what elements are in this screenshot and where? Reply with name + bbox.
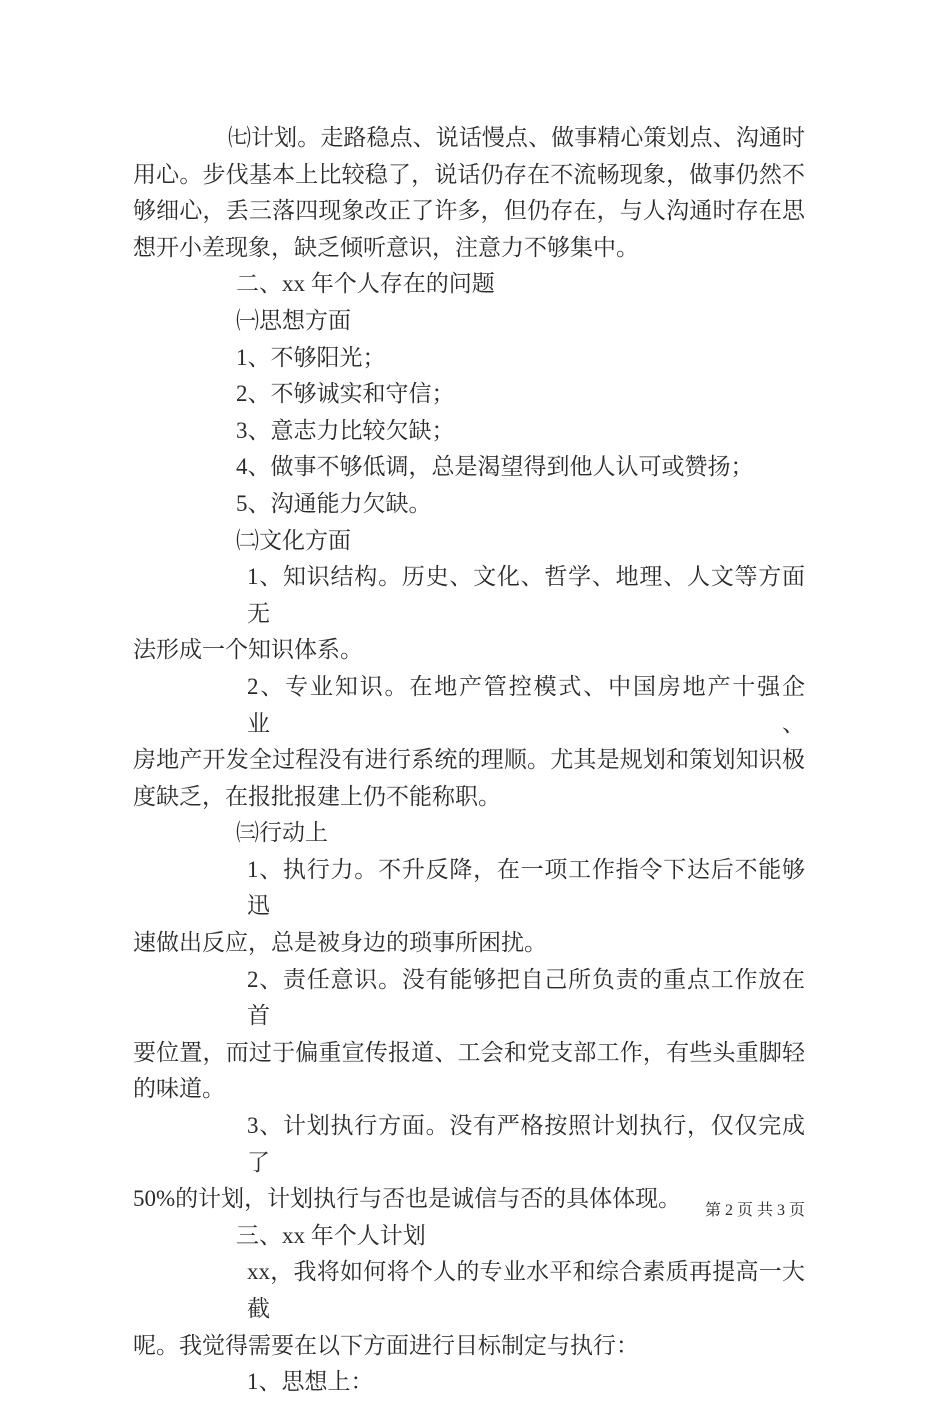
text-line: 3、意志力比较欠缺；: [236, 417, 455, 443]
text-line: 4、做事不够低调，总是渴望得到他人认可或赞扬；: [236, 454, 754, 480]
text-line: 速做出反应，总是被身边的琐事所困扰。: [133, 930, 547, 956]
text-line: ㈦计划。走路稳点、说话慢点、做事精心策划点、沟通时: [228, 125, 805, 150]
text-line: ㈢行动上: [236, 820, 328, 846]
text-line: 三、xx 年个人计划: [236, 1222, 426, 1248]
text-line: ㈠思想方面: [236, 307, 351, 333]
text-line: 够细心，丢三落四现象改正了许多，但仍存在，与人沟通时存在思: [133, 198, 805, 224]
text-line: ㈡文化方面: [236, 527, 351, 553]
text-line: 2、责任意识。没有能够把自己所负责的重点工作放在首: [247, 966, 805, 1029]
text-line: 房地产开发全过程没有进行系统的理顺。尤其是规划和策划知识极: [133, 747, 805, 773]
text-line: 2、不够诚实和守信；: [236, 381, 455, 407]
text-line: 1、知识结构。历史、文化、哲学、地理、人文等方面无: [247, 564, 805, 626]
text-line: 法形成一个知识体系。: [133, 637, 363, 663]
text-line: 1、不够阳光；: [236, 344, 386, 370]
text-line: 二、xx 年个人存在的问题: [236, 271, 495, 297]
text-line: 5、沟通能力欠缺。: [236, 490, 432, 516]
text-line: 50%的计划，计划执行与否也是诚信与否的具体体现。: [133, 1186, 682, 1212]
text-line: 的味道。: [133, 1076, 225, 1102]
text-line: 3、计划执行方面。没有严格按照计划执行，仅仅完成了: [247, 1113, 805, 1175]
text-line: 2、专业知识。在地产管控模式、中国房地产十强企业、: [247, 673, 805, 736]
text-line: 呢。我觉得需要在以下方面进行目标制定与执行：: [133, 1332, 639, 1358]
text-line: 要位置，而过于偏重宣传报道、工会和党支部工作，有些头重脚轻: [133, 1039, 805, 1065]
page-number-label: 第 2 页 共 3 页: [704, 1202, 805, 1219]
text-line: 想开小差现象，缺乏倾听意识，注意力不够集中。: [133, 234, 639, 260]
text-line: 度缺乏，在报批报建上仍不能称职。: [133, 783, 501, 809]
page-footer: [133, 1200, 805, 1222]
text-line: xx，我将如何将个人的专业水平和综合素质再提高一大截: [247, 1259, 805, 1321]
text-line: 1、执行力。不升反降，在一项工作指令下达后不能够迅: [247, 856, 805, 919]
text-line: 用心。步伐基本上比较稳了，说话仍存在不流畅现象，做事仍然不: [133, 161, 805, 187]
text-line: 1、思想上：: [247, 1369, 374, 1395]
